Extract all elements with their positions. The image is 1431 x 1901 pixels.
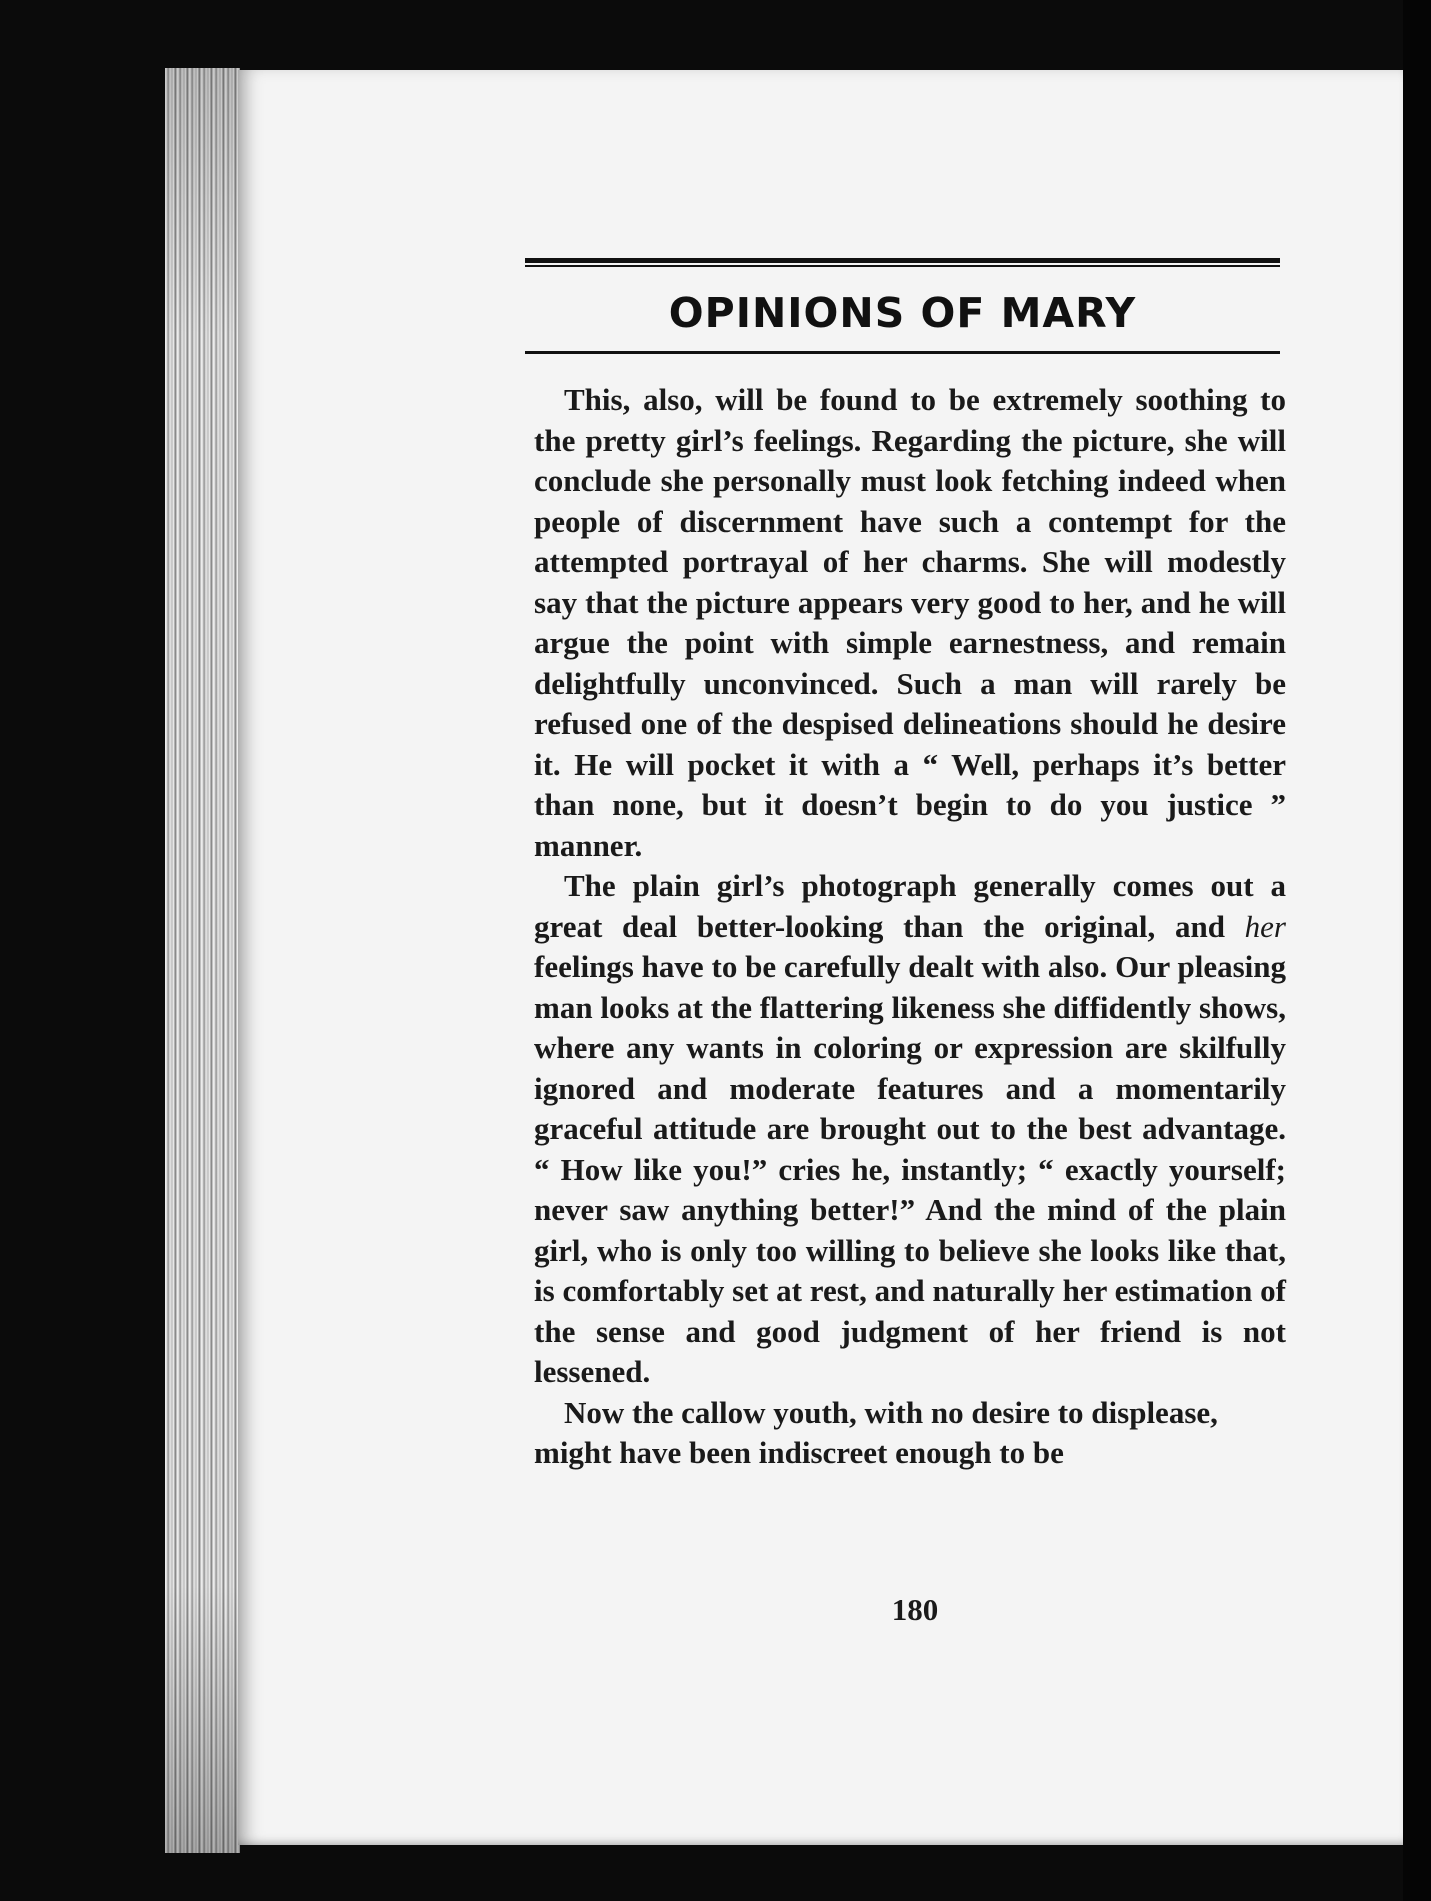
paragraph (534, 380, 1286, 866)
header-rule (525, 351, 1280, 354)
paragraph (534, 1393, 1286, 1474)
header-double-rule (525, 258, 1280, 267)
paragraph-text: Now the callow youth, with no desire to displease, might have been indiscreet enough to be (534, 1394, 1218, 1470)
paragraph-text: feelings have to be carefully dealt with also. Our pleasing man looks at the flattering likeness she diffidently shows, where any wants in coloring or expression are skilfully ignored and moderate features and a momentarily graceful attitude are brought out to the best advantage. “ How like you!” cries he, instantly; “ exactly yourself; never saw anything better!” And the mind of the plain girl, who is only too willing to believe she looks like that, is comfortably set at rest, and naturally her estimation of the sense and good judgment of her friend is not lessened. (534, 949, 1286, 1389)
paragraph-text: This, also, will be found to be extremely soothing to the pretty girl’s feelings. Regarding the picture, she will conclude she personally must look fetching indeed when people of discernment have such a contempt for the attempted portrayal of her charms. She will modestly say that the picture appears very good to her, and he will argue the point with simple earnestness, and remain delightfully unconvinced. Such a man will rarely be refused one of the despised delineations should he desire it. He will pocket it with a “ Well, perhaps it’s better than none, but it doesn’t begin to do you justice ” manner. (534, 382, 1286, 863)
running-header (525, 258, 1280, 354)
page-number: 180 (891, 1592, 939, 1627)
page-title: OPINIONS OF MARY (668, 289, 1137, 337)
scan-border (1403, 0, 1431, 1901)
book-page-edges (165, 68, 240, 1853)
body-text (534, 380, 1286, 1474)
italic-word: her (1244, 908, 1286, 944)
paragraph (534, 866, 1286, 1393)
paragraph-text: The plain girl’s photograph generally comes out a great deal better-looking than the original, and (534, 868, 1286, 944)
